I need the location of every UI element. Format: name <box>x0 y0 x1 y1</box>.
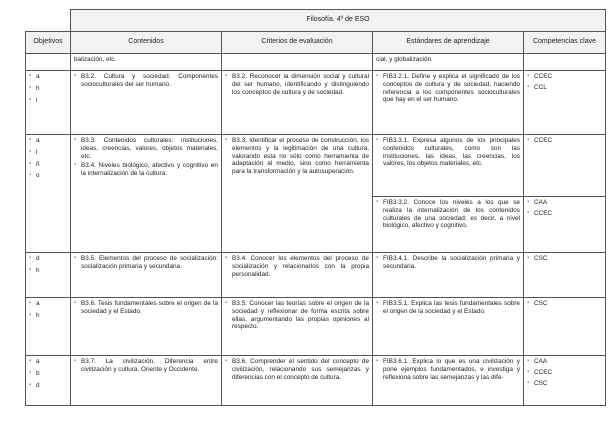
objetivo-item: ▪ a <box>29 358 67 366</box>
cell-objetivos <box>26 356 71 406</box>
estandar-item: ▪ FIB3.3.2. Conoce los niveles a los que se realiza la internalización de los contenidos culturales de una sociedad; es decir, a nivel biológico, afectivo y cognitivo. <box>376 199 520 230</box>
contenido-item: ▪ B3.6. Tesis fundamentales sobre el origen de la sociedad y el Estado. <box>74 300 218 316</box>
objetivo-item: ▪ h <box>29 312 67 320</box>
header-estandares: Estándares de aprendizaje <box>373 32 524 54</box>
estandar-item: ▪ FIB3.3.1. Expresa algunos de los principales contenidos culturales, como son las instituciones, las ideas, las creencias, los valores, los objetos materiales, etc. <box>376 137 520 168</box>
criterio-item: ▪ B3.5. Conocer las teorías sobre el origen de la sociedad y reflexionar de forma escrita sobre ellas, argumentando las propias opiniones al respecto. <box>225 300 369 331</box>
header-competencias: Competencias clave <box>524 32 606 54</box>
table-row <box>26 135 606 197</box>
competencia-item: ▪ CAA <box>527 358 602 366</box>
header-corner <box>26 10 71 32</box>
cell-contenidos <box>71 253 222 298</box>
criterio-item: ▪ B3.4. Conocer los elementos del proceso de socialización y relacionarlos con la propia personalidad. <box>225 255 369 278</box>
cell-objetivos <box>26 71 71 135</box>
objetivo-item: ▪ a <box>29 137 67 145</box>
cell-competencias <box>524 135 606 197</box>
header-contenidos: Contenidos <box>71 32 222 54</box>
cell-estandares <box>373 298 524 356</box>
table-row <box>26 253 606 298</box>
table-row <box>26 54 606 71</box>
header-criterios: Criterios de evaluación <box>222 32 373 54</box>
table-row <box>26 71 606 135</box>
estandar-item: ▪ FIB3.5.1. Explica las tesis fundamentales sobre el origen de la sociedad y el Estado. <box>376 300 520 316</box>
cell-competencias <box>524 54 606 71</box>
cell-estandares <box>373 135 524 197</box>
estandar-item: ▪ FIB3.6.1. Explica lo que es una civilización y pone ejemplos fundamentados, e investiga y reflexiona sobre las semejanzas y las dife- <box>376 358 520 381</box>
objetivo-item: ▪ ñ <box>29 161 67 169</box>
cell-estandares <box>373 71 524 135</box>
table-row <box>26 356 606 406</box>
objetivo-item: ▪ l <box>29 149 67 157</box>
cell-estandares <box>373 253 524 298</box>
competencia-item: ▪ CCEC <box>527 210 602 218</box>
cell-objetivos <box>26 253 71 298</box>
header-objetivos: Objetivos <box>26 32 71 54</box>
cell-competencias <box>524 197 606 253</box>
objetivo-item: ▪ d <box>29 255 67 263</box>
competencia-item: ▪ CCL <box>527 84 602 92</box>
contenido-item: ▪ B3.2. Cultura y sociedad. Componentes socioculturales del ser humano. <box>74 73 218 89</box>
cell-competencias <box>524 253 606 298</box>
competencia-item: ▪ CAA <box>527 199 602 207</box>
cell-criterios <box>222 54 373 71</box>
cell-criterios <box>222 253 373 298</box>
cell-criterios <box>222 135 373 253</box>
cell-criterios <box>222 71 373 135</box>
cell-criterios <box>222 298 373 356</box>
cell-objetivos <box>26 298 71 356</box>
objetivo-item: ▪ h <box>29 267 67 275</box>
objetivo-item: ▪ b <box>29 370 67 378</box>
objetivo-item: ▪ a <box>29 73 67 81</box>
table-title: Filosofía. 4º de ESO <box>71 10 606 32</box>
objetivo-item: ▪ h <box>29 85 67 93</box>
contenido-item: ▪ B3.7. La civilización. Diferencia entre civilización y cultura. Oriente y Occidente. <box>74 358 218 374</box>
criterio-item: ▪ B3.6. Comprender el sentido del concepto de civilización, relacionando sus semejanzas y diferencias con el concepto de cultura. <box>225 358 369 381</box>
cell-contenidos: balización, etc. <box>71 54 222 71</box>
objetivo-item: ▪ a <box>29 300 67 308</box>
cell-criterios <box>222 356 373 406</box>
cell-contenidos <box>71 71 222 135</box>
cell-objetivos <box>26 135 71 253</box>
table-row <box>26 298 606 356</box>
cell-estandares: cial, y globalización. <box>373 54 524 71</box>
cell-contenidos <box>71 356 222 406</box>
criterio-item: ▪ B3.3. Identificar el proceso de construcción, los elementos y la legitimación de una cultura, valorando esta no sólo como herramienta de adaptación al medio, sino como herramienta para la transformación y la autosuperación. <box>225 137 369 176</box>
contenido-item: ▪ B3.3. Contenidos culturales: instituciones, ideas, creencias, valores, objetos materiales, etc. <box>74 137 218 160</box>
objetivo-item: ▪ d <box>29 382 67 390</box>
cell-contenidos <box>71 298 222 356</box>
cell-objetivos <box>26 54 71 71</box>
contenido-item: ▪ B3.4. Niveles biológico, afectivo y cognitivo en la internalización de la cultura. <box>74 162 218 178</box>
objetivo-item: ▪ l <box>29 97 67 105</box>
cell-estandares <box>373 197 524 253</box>
competencia-item: ▪ CSC <box>527 255 602 263</box>
estandar-item: ▪ FIB3.2.1. Define y explica el significado de los conceptos de cultura y de sociedad, haciendo referencia a los componentes socioculturales que hay en el ser humano. <box>376 73 520 104</box>
cell-competencias <box>524 298 606 356</box>
contenido-item: ▪ B3.5. Elementos del proceso de socialización: socialización primaria y secundaria. <box>74 255 218 271</box>
competencia-item: ▪ CSC <box>527 380 602 388</box>
objetivo-item: ▪ o <box>29 172 67 180</box>
competencia-item: ▪ CCEC <box>527 137 602 145</box>
competencia-item: ▪ CSC <box>527 300 602 308</box>
cell-competencias <box>524 356 606 406</box>
cell-competencias <box>524 71 606 135</box>
criterio-item: ▪ B3.2. Reconocer la dimensión social y cultural del ser humano, identificando y distinguiendo los conceptos de cultura y de sociedad. <box>225 73 369 96</box>
estandar-item: ▪ FIB3.4.1. Describe la socialización primaria y secundaria. <box>376 255 520 271</box>
competencia-item: ▪ CCEC <box>527 369 602 377</box>
cell-contenidos <box>71 135 222 253</box>
cell-estandares <box>373 356 524 406</box>
competencia-item: ▪ CCEC <box>527 73 602 81</box>
curriculum-table <box>25 9 606 406</box>
